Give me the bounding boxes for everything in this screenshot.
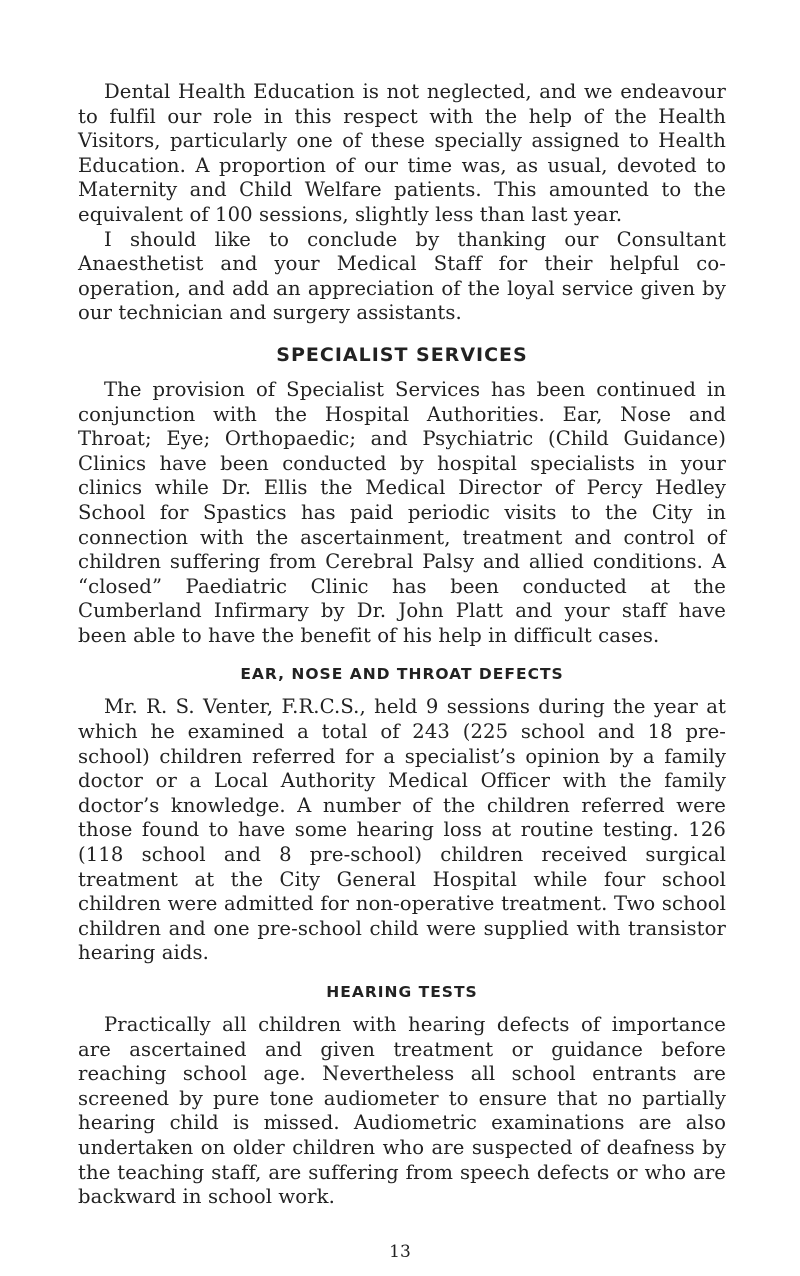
paragraph-hearing-tests: Practically all children with hearing defects of importance are ascertained and given treatment or guidance before reaching school age. Nevertheless all school entrants are screened by pure tone audiometer to ensure that no partially hearing child is missed. Audiometric examinations are also undertaken on older children who are suspected of deafness by the teaching staff, are suffering from speech defects or who are backward in school work. — [78, 1013, 726, 1209]
heading-ent-defects: EAR, NOSE AND THROAT DEFECTS — [240, 665, 564, 684]
paragraph-dental-education: Dental Health Education is not neglected, and we endeavour to fulfil our role in this respect with the help of the Health Visitors, particularly one of these specially assigned to Health Education. A proportion of our time was, as usual, devoted to Maternity and Child Welfare patients. This amounted to the equivalent of 100 sessions, slightly less than last year. — [78, 80, 726, 226]
heading-specialist-services: SPECIALIST SERVICES — [276, 343, 528, 366]
document-page — [78, 80, 726, 1210]
paragraph-specialist-services: The provision of Specialist Services has been continued in conjunction with the Hospital Authorities. Ear, Nose and Throat; Eye; Orthopaedic; and Psychiatric (Child Guidance) Clinics have been conducted by hospital specialists in your clinics while Dr. Ellis the Medical Director of Percy Hedley School for Spastics has paid periodic visits to the City in connection with the ascertainment, treatment and control of children suffering from Cerebral Palsy and allied conditions. A “closed” Paediatric Clinic has been conducted at the Cumberland Infirmary by Dr. John Platt and your staff have been able to have the benefit of his help in difficult cases. — [78, 377, 726, 647]
paragraph-ent-defects: Mr. R. S. Venter, F.R.C.S., held 9 sessions during the year at which he examined a total of 243 (225 school and 18 pre-school) children referred for a specialist’s opinion by a family doctor or a Local Authority Medical Officer with the family doctor’s knowledge. A number of the children referred were those found to have some hearing loss at routine testing. 126 (118 school and 8 pre-school) children received surgical treatment at the City General Hospital while four school children were admitted for non-operative treatment. Two school children and one pre-school child were supplied with transistor hearing aids. — [78, 695, 726, 965]
paragraph-dental-thanks: I should like to conclude by thanking our Consultant Anaesthetist and your Medical Staff for their helpful co-operation, and add an appreciation of the loyal service given by our technician and surgery assistants. — [78, 227, 726, 325]
heading-hearing-tests: HEARING TESTS — [326, 983, 478, 1001]
page-number: 13 — [389, 1242, 411, 1262]
